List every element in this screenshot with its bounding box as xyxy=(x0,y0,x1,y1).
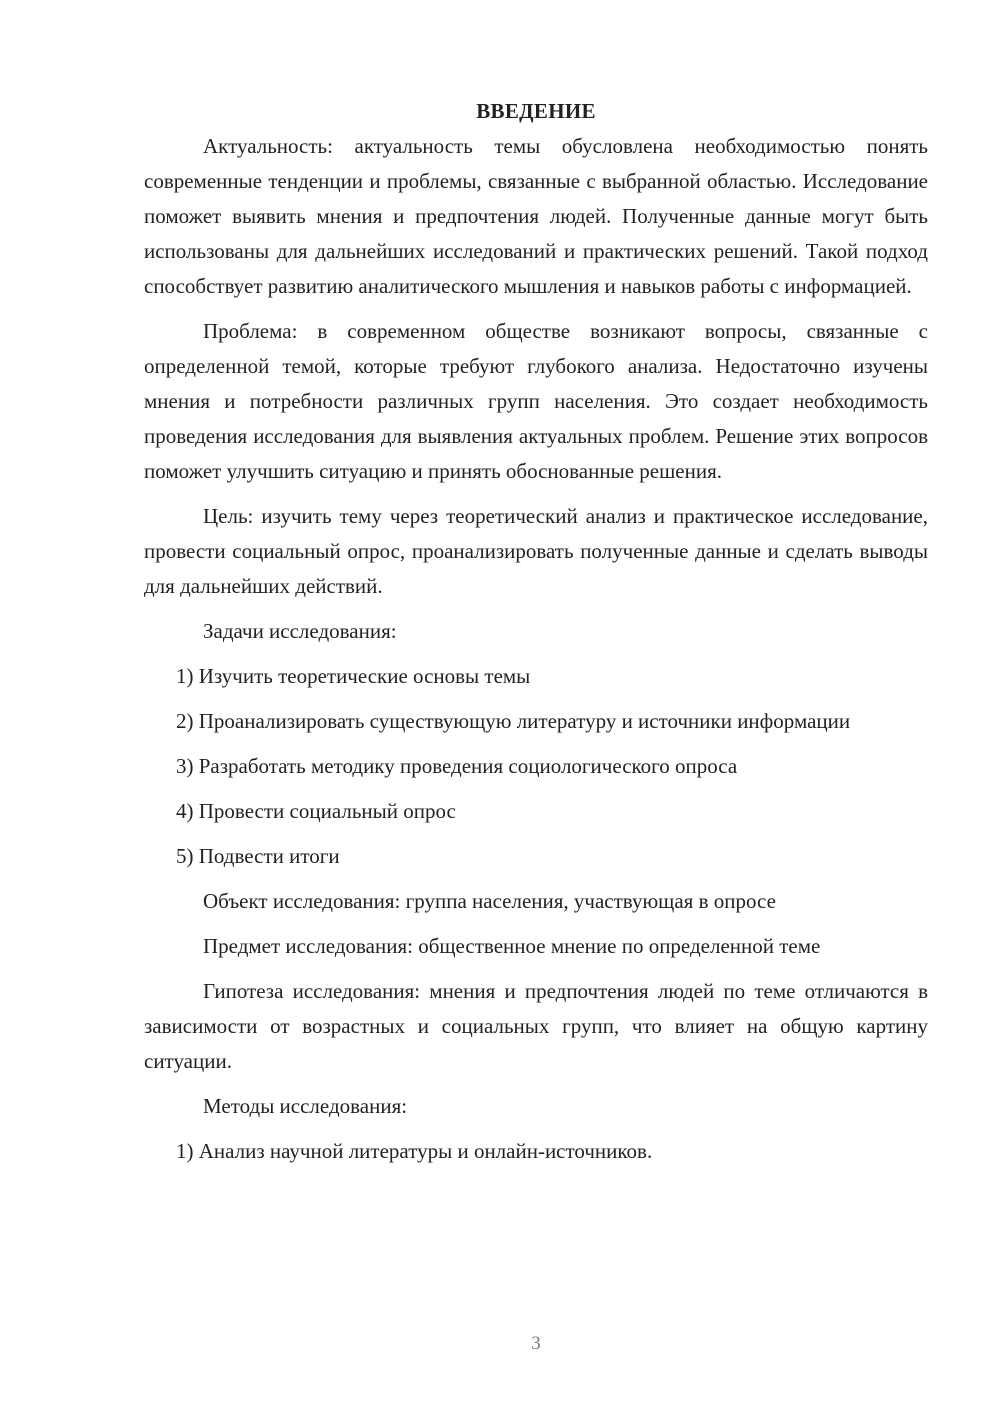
page-title: ВВЕДЕНИЕ xyxy=(476,99,596,123)
paragraph-goal: Цель: изучить тему через теоретический анализ и практическое исследование, провести социальный опрос, проанализировать полученные данные и сделать выводы для дальнейших действий. xyxy=(144,504,928,598)
paragraph-relevance: Актуальность: актуальность темы обусловлена необходимостью понять современные тенденции и проблемы, связанные с выбранной областью. Исследование поможет выявить мнения и предпочтения людей. Полученные данные могут быть использованы для дальнейших исследований и практических решений. Такой подход способствует развитию аналитического мышления и навыков работы с информацией. xyxy=(144,134,928,298)
research-object: Объект исследования: группа населения, участвующая в опросе xyxy=(203,889,776,913)
task-item-1: 1) Изучить теоретические основы темы xyxy=(176,664,531,688)
page-content xyxy=(144,96,928,1179)
method-item-1: 1) Анализ научной литературы и онлайн-источников. xyxy=(176,1139,653,1163)
research-subject: Предмет исследования: общественное мнение по определенной теме xyxy=(203,934,821,958)
task-item-2: 2) Проанализировать существующую литературу и источники информации xyxy=(176,709,851,733)
paragraph-hypothesis: Гипотеза исследования: мнения и предпочтения людей по теме отличаются в зависимости от возрастных и социальных групп, что влияет на общую картину ситуации. xyxy=(144,979,928,1073)
paragraph-problem: Проблема: в современном обществе возникают вопросы, связанные с определенной темой, которые требуют глубокого анализа. Недостаточно изучены мнения и потребности различных групп населения. Это создает необходимость проведения исследования для выявления актуальных проблем. Решение этих вопросов поможет улучшить ситуацию и принять обоснованные решения. xyxy=(144,319,928,483)
methods-heading: Методы исследования: xyxy=(203,1094,408,1118)
task-item-3: 3) Разработать методику проведения социологического опроса xyxy=(176,754,738,778)
tasks-heading: Задачи исследования: xyxy=(203,619,397,643)
page-number: 3 xyxy=(531,1333,541,1354)
task-item-4: 4) Провести социальный опрос xyxy=(176,799,456,823)
task-item-5: 5) Подвести итоги xyxy=(176,844,340,868)
